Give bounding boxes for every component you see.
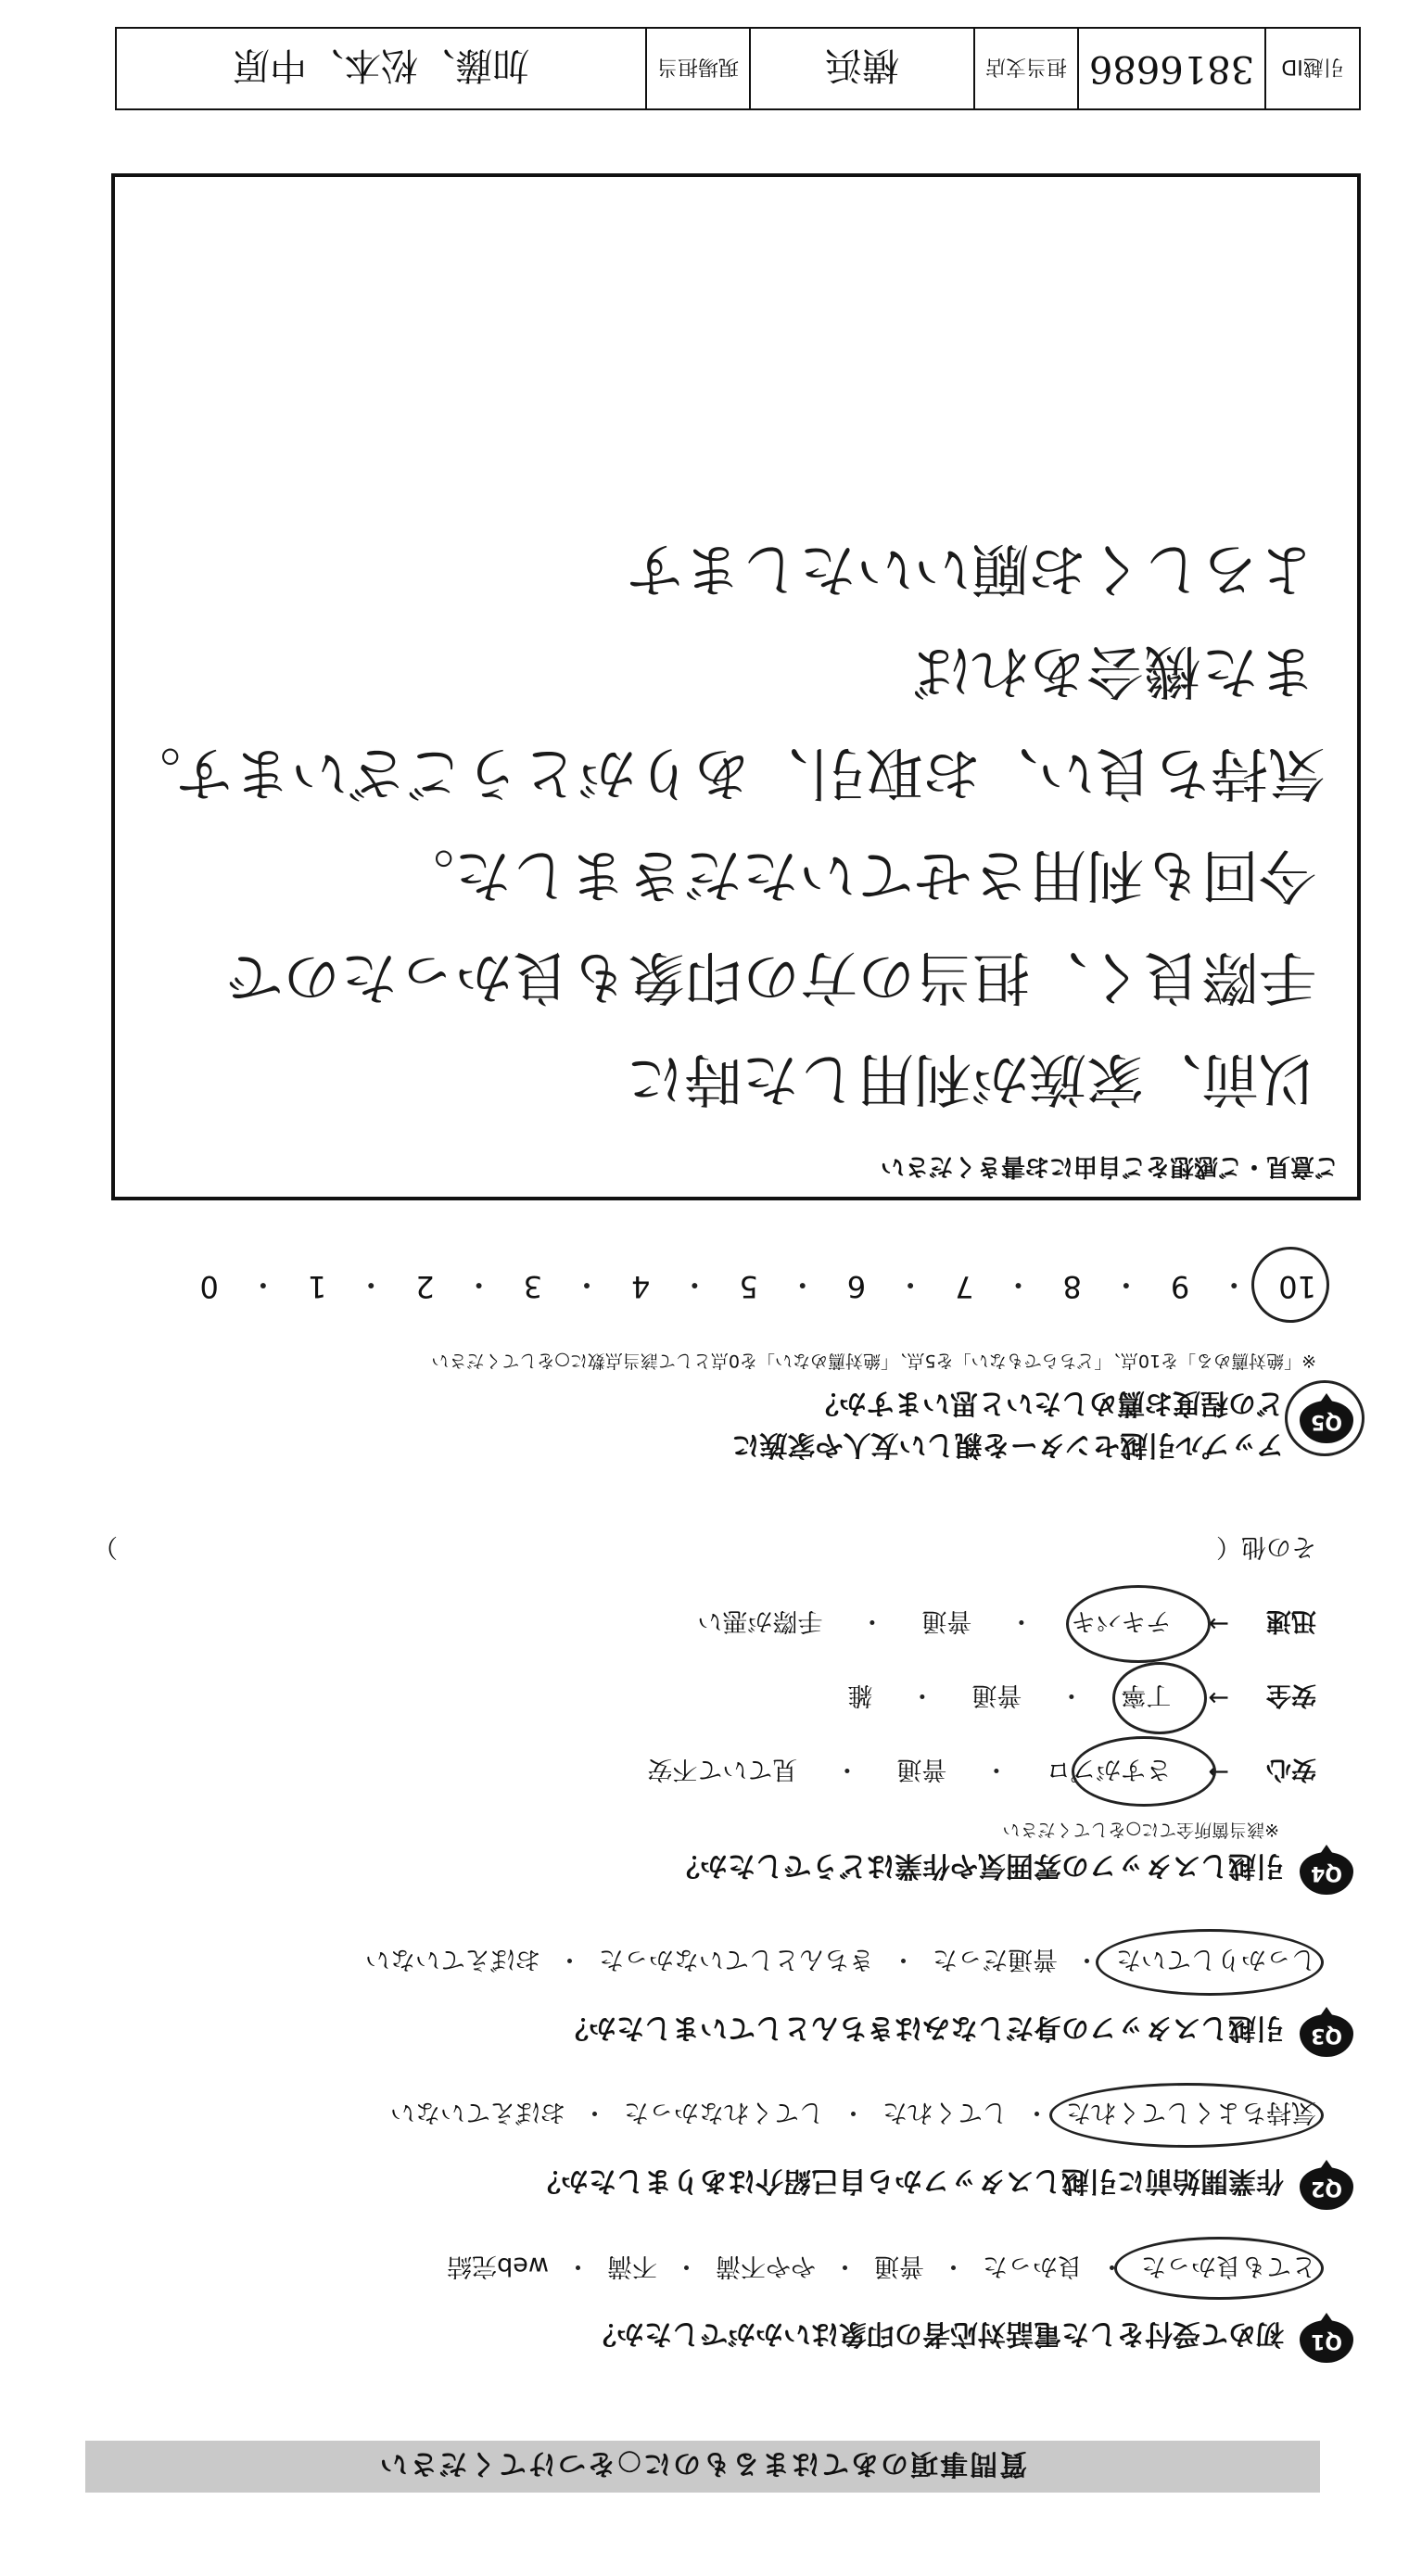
q5-score-1[interactable]: 1	[307, 1269, 327, 1304]
q1-answer-mark	[1114, 2237, 1324, 2300]
id-label: 引越ID	[1264, 29, 1359, 108]
q4-answer-mark-anzen	[1112, 1662, 1207, 1734]
q5-question-line1: アップル引越センターを親しい友人や家族に	[731, 1428, 1284, 1461]
q5-score-0[interactable]: 0	[199, 1269, 219, 1304]
q3-question: 引越しスタッフの身だしなみはきちんとしていましたか？	[561, 2011, 1284, 2044]
q4-row-label: 安心	[1266, 1755, 1316, 1783]
comment-line-2: 手際良く、担当の方の印象も良かったので	[225, 944, 1316, 1011]
id-table	[115, 27, 1361, 110]
q5-score-4[interactable]: 4	[631, 1269, 651, 1304]
q5-note: ※「絶対薦める」を10点、「どちらでもない」を5点、「絶対薦めない」を0点として該当点数に○をしてください	[431, 1351, 1316, 1371]
q1-option[interactable]: web完結	[447, 2252, 549, 2280]
comment-line-3: 今回も利用させていただきました。	[396, 842, 1316, 909]
q4-answer-mark-anshin	[1072, 1736, 1216, 1807]
comment-heading: ご意見・ご感想をご自由にお書きください	[880, 1152, 1339, 1180]
comment-line-5: また機会あれば	[913, 638, 1316, 705]
q5-question-line2: どの程度お薦めしたいと思いますか？	[811, 1387, 1284, 1419]
q4-note: ※該当箇所全てに○をしてください	[1002, 1820, 1279, 1840]
q4-row-label: 迅速	[1266, 1606, 1316, 1635]
q5-score-3[interactable]: 3	[523, 1269, 543, 1304]
q5-score-7[interactable]: 7	[955, 1269, 974, 1304]
q4-answer-mark-jinsoku	[1066, 1585, 1211, 1663]
q5-score-2[interactable]: 2	[415, 1269, 435, 1304]
q4-option[interactable]: さすがプロ	[1046, 1755, 1172, 1783]
q4-other-close: ）	[93, 1532, 118, 1561]
q3-option[interactable]: 普通だった	[933, 1945, 1058, 1973]
q4-other	[93, 1531, 1316, 1567]
q5-score-9[interactable]: 9	[1170, 1269, 1190, 1304]
q5-scale: 10 ・ 9 ・ 8 ・ 7 ・ 6 ・ 5 ・ 4 ・ 3 ・ 2 ・ 1 ・ 0	[199, 1267, 1316, 1304]
site-label: 現場担当	[645, 29, 749, 108]
q4-other-label: その他（	[1216, 1532, 1316, 1561]
q5-score-5[interactable]: 5	[739, 1269, 758, 1304]
q4-option[interactable]: 見ていて不安	[647, 1755, 798, 1783]
branch-label: 担当支店	[973, 29, 1077, 108]
q3-option[interactable]: しっかりしていた	[1116, 1945, 1316, 1973]
id-value: 3816686	[1077, 29, 1264, 108]
comment-line-4: 気持ち良い、お取引、ありがとうございます。	[122, 740, 1326, 807]
q2-option[interactable]: おぼえていない	[390, 2098, 565, 2126]
q2-option[interactable]: 気持ちよくしてくれた	[1066, 2098, 1316, 2126]
q5-badge-mark	[1285, 1380, 1365, 1456]
q4-option[interactable]: 普通	[896, 1755, 947, 1783]
branch-value: 横浜	[749, 29, 973, 108]
q5-score-10[interactable]: 10	[1278, 1269, 1316, 1304]
q5-answer-mark	[1251, 1247, 1329, 1323]
q4-row-anzen: 安全 → 丁寧 ・ 普通 ・ 雑	[847, 1680, 1316, 1716]
q4-option[interactable]: 普通	[921, 1606, 972, 1635]
comment-line-1: 以前、家族が利用した時に	[626, 1046, 1316, 1113]
q4-option[interactable]: 普通	[971, 1681, 1022, 1709]
q2-badge: Q2	[1300, 2167, 1353, 2210]
q1-option[interactable]: 普通	[874, 2252, 924, 2280]
q3-options: しっかりしていた ・ 普通だった ・ きちんとしていなかった ・ おぼえていない	[365, 1944, 1316, 1980]
comment-line-6: よろしくお願いいたします	[626, 536, 1316, 603]
q5-score-6[interactable]: 6	[846, 1269, 867, 1304]
q1-option[interactable]: やや不満	[716, 2252, 816, 2280]
q3-answer-mark	[1096, 1929, 1324, 1996]
section-header: 質問事項のあてはまるものに○をつけてください	[85, 2441, 1320, 2493]
q1-options: とても良かった ・ 良かった ・ 普通 ・ やや不満 ・ 不満 ・ web完結	[447, 2251, 1316, 2287]
q4-option[interactable]: 雑	[847, 1681, 873, 1709]
q4-row-label: 安全	[1266, 1681, 1316, 1709]
q4-option[interactable]: テキパキ	[1071, 1606, 1172, 1635]
q1-option[interactable]: とても良かった	[1141, 2252, 1316, 2280]
q5-badge: Q5	[1300, 1401, 1353, 1443]
q1-option[interactable]: 不満	[607, 2252, 657, 2280]
q2-question: 作業開始前に引越しスタッフから自己紹介はありましたか？	[533, 2164, 1284, 2197]
q2-answer-mark	[1049, 2083, 1324, 2148]
q5-score-8[interactable]: 8	[1062, 1269, 1082, 1304]
q2-option[interactable]: してくれなかった	[624, 2098, 824, 2126]
q1-question: 初めて受付をした電話対応者の印象はいかがでしたか？	[589, 2317, 1284, 2350]
q4-option[interactable]: 丁寧	[1121, 1681, 1172, 1709]
q2-options: 気持ちよくしてくれた ・ してくれた ・ してくれなかった ・ おぼえていない	[390, 2097, 1316, 2133]
q4-row-anshin: 安心 → さすがプロ ・ 普通 ・ 見ていて不安	[647, 1754, 1316, 1790]
q3-badge: Q3	[1300, 2014, 1353, 2057]
q4-option[interactable]: 手際が悪い	[697, 1606, 823, 1635]
q3-option[interactable]: きちんとしていなかった	[599, 1945, 874, 1973]
q3-option[interactable]: おぼえていない	[365, 1945, 540, 1973]
q1-option[interactable]: 良かった	[983, 2252, 1083, 2280]
site-value: 加藤、松本、中原	[233, 44, 529, 87]
q4-badge: Q4	[1300, 1852, 1353, 1895]
q4-row-jinsoku: 迅速 → テキパキ ・ 普通 ・ 手際が悪い	[697, 1605, 1316, 1642]
q4-question: 引越しスタッフの雰囲気や作業はどうでしたか？	[672, 1849, 1284, 1882]
q1-badge: Q1	[1300, 2320, 1353, 2363]
q2-option[interactable]: してくれた	[882, 2098, 1008, 2126]
